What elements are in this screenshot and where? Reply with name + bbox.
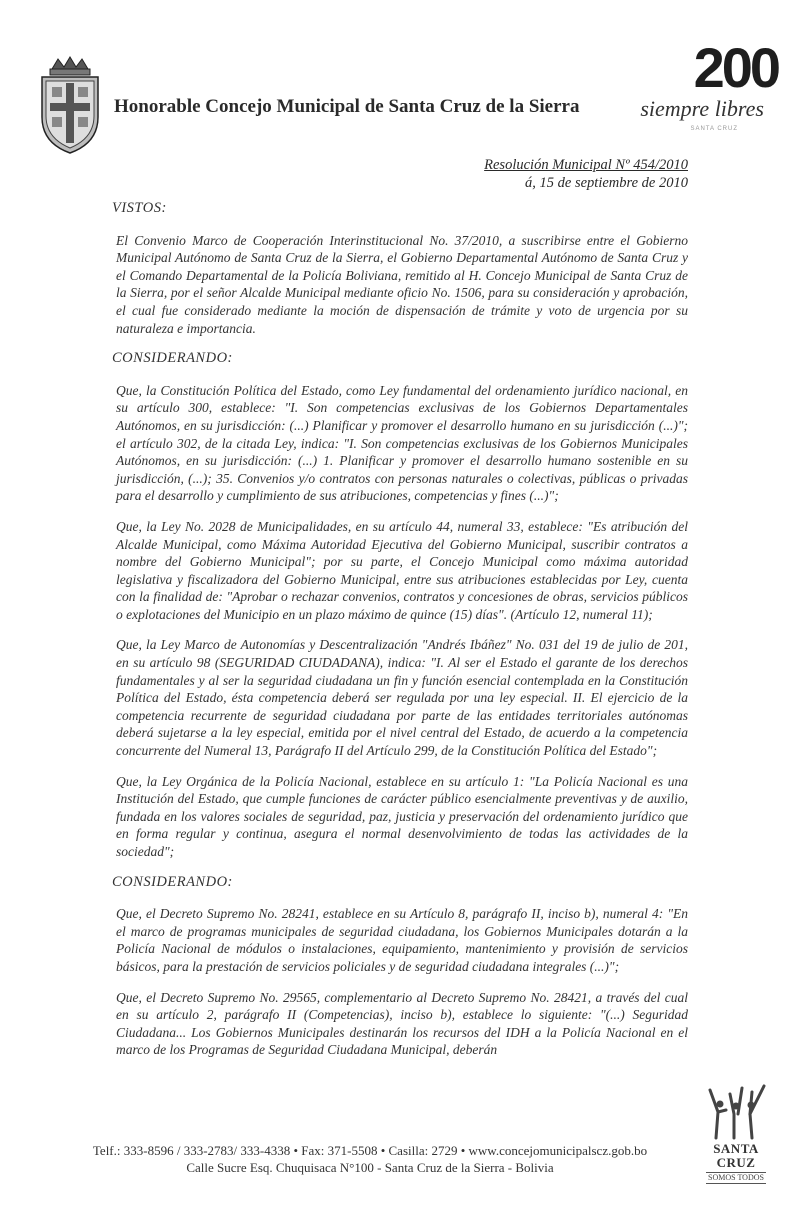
vistos-heading: VISTOS: <box>112 200 167 216</box>
considerando-heading-2: CONSIDERANDO: <box>112 873 233 890</box>
bicentenario-logo <box>618 36 778 140</box>
footer-contact: Telf.: 333-8596 / 333-2783/ 333-4338 • Fax: 371-5508 • Casilla: 2729 • www.concejomunicipalscz.gob.bo <box>92 1143 648 1158</box>
considerando-paragraph: Que, la Ley No. 2028 de Municipalidades, en su artículo 44, numeral 33, establece: "Es atribución del Alcalde Municipal, como Máxima Autoridad Ejecutiva del Gobierno Municipal, suscribir contratos a nombre del Gobierno Municipal"; por su parte, el Concejo Municipal como máxima autoridad legislativa y fiscalizadora del Gobierno Municipal, entre sus atribuciones establecidas por Ley, cuenta con la finalidad de: "Aprobar o rechazar convenios, contratos y concesiones de obras, servicios públicos o explotaciones del Municipio en un plazo máximo de quince (15) días". (Artículo 12, numeral 11); <box>116 518 688 622</box>
santa-cruz-tagline: SOMOS TODOS <box>706 1172 766 1184</box>
organization-title: Honorable Concejo Municipal de Santa Cruz de la Sierra <box>114 96 580 117</box>
resolution-header <box>484 156 688 192</box>
considerando-paragraph: Que, el Decreto Supremo No. 28241, establece en su Artículo 8, parágrafo II, inciso b), numeral 4: "En el marco de programas municipales de seguridad ciudadana, los Gobiernos Municipales dotarán a la Policía Nacional de módulos o instalaciones, equipamiento, mantenimiento y provisión de servicios básicos, para la prestación de servicios policiales y de seguridad ciudadana integrales (...)"; <box>116 906 688 974</box>
coat-of-arms-icon <box>38 55 102 155</box>
people-cheering-icon <box>700 1082 772 1142</box>
resolution-number: Resolución Municipal Nº 454/2010 <box>484 157 688 173</box>
footer <box>40 1142 700 1176</box>
considerando-paragraph: Que, el Decreto Supremo No. 29565, complementario al Decreto Supremo No. 28421, a través del cual en su artículo 2, parágrafo II (Competencias), inciso b), establece lo siguiente: "(...) Seguridad Ciudadana... Los Gobiernos Municipales destinarán los recursos del IDH a la Policía Nacional en el marco de los Programas de Seguridad Ciudadana Municipal, deberán <box>116 989 688 1058</box>
vistos-paragraph: El Convenio Marco de Cooperación Interinstitucional No. 37/2010, a suscribirse entre el Gobierno Municipal Autónomo de Santa Cruz de la Sierra, el Gobierno Departamental Autónomo de Santa Cruz y el Comando Departamental de la Policía Boliviana, remitido al H. Concejo Municipal de Santa Cruz de la Sierra, por el señor Alcalde Municipal mediante oficio No. 1506, para su consideración y aprobación, el cual fue considerado mediante la moción de dispensación de trámite y voto de urgencia por su naturaleza e importancia. <box>116 232 688 336</box>
considerando-paragraph: Que, la Ley Orgánica de la Policía Nacional, establece en su artículo 1: "La Policía Nacional es una Institución del Estado, que cumple funciones de carácter público esencialmente preventivas y de auxilio, fundada en los valores sociales de seguridad, paz, justicia y preservación del ordenamiento jurídico que en forma regular y continua, asegura el normal desenvolvimiento de todas las actividades de la sociedad"; <box>116 773 688 859</box>
considerando-paragraph: Que, la Constitución Política del Estado, como Ley fundamental del ordenamiento jurídico nacional, en su artículo 300, establece: "I. Son competencias exclusivas de los Gobiernos Departamentales Autónomos, en su jurisdicción: (...) Planificar y promover el desarrollo humano en su jurisdicción (...)"; el artículo 302, de la citada Ley, indica: "I. Son competencias exclusivas de los Gobiernos Municipales Autónomos, en su jurisdicción: (...) 1. Planificar y promover el desarrollo humano sostenible en su jurisdicción, (...); 35. Convenios y/o contratos con personas naturales o colectivas, públicas o privadas para el desarrollo y cumplimiento de sus atribuciones, competencias y fines (...)"; <box>116 382 688 504</box>
document-body <box>112 200 688 1072</box>
footer-address: Calle Sucre Esq. Chuquisaca N°100 - Santa Cruz de la Sierra - Bolivia <box>186 1160 554 1175</box>
bicentenario-motto: siempre libres <box>640 96 764 121</box>
bicentenario-number: 200 <box>693 36 778 99</box>
considerando-heading-1: CONSIDERANDO: <box>112 350 233 367</box>
resolution-date: á, 15 de septiembre de 2010 <box>525 175 688 191</box>
bicentenario-subtitle: SANTA CRUZ <box>690 126 738 132</box>
santa-cruz-name: SANTA CRUZ <box>713 1141 759 1170</box>
santa-cruz-logo <box>700 1082 772 1182</box>
considerando-paragraph: Que, la Ley Marco de Autonomías y Descentralización "Andrés Ibáñez" No. 031 del 19 de julio de 201, en su artículo 98 (SEGURIDAD CIUDADANA), indica: "I. Al ser el Estado el garante de los derechos fundamentales y al ser la seguridad ciudadana un fin y función esencial contemplada en la Constitución Política del Estado, ésta competencia deberá ser regulada por una ley especial. II. El ejercicio de la competencia recurrente de seguridad ciudadana por parte de las entidades territoriales autónomas deberá sujetarse a la ley especial, emitida por el nivel central del Estado, de acuerdo a la competencia concurrente del Numeral 13, Parágrafo II del Artículo 299, de la Constitución Política del Estado"; <box>116 637 688 759</box>
